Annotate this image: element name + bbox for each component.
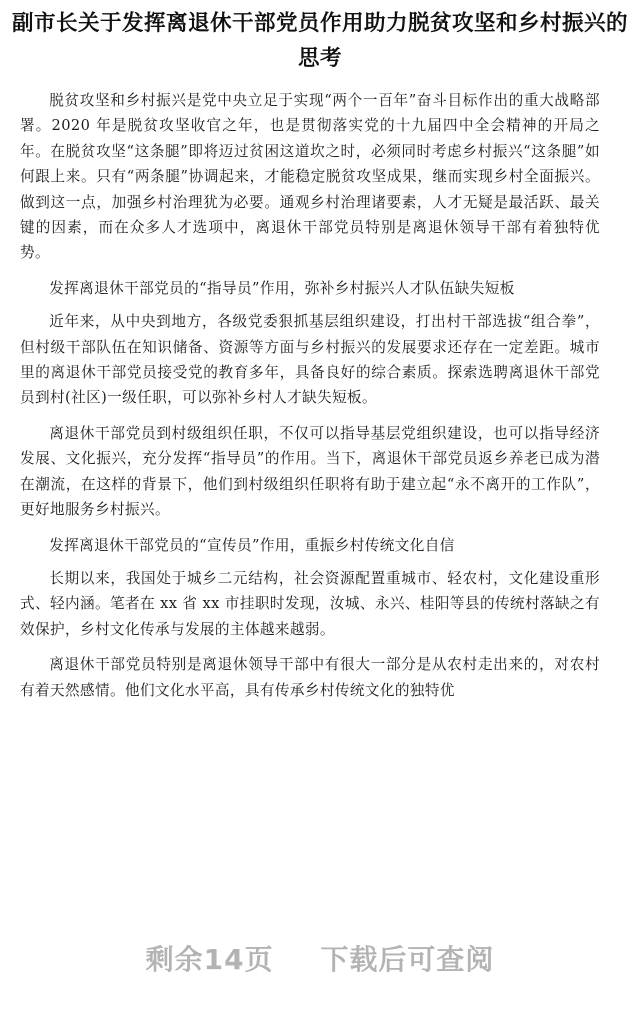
paragraph-village-office: 离退休干部党员到村级组织任职，不仅可以指导基层党组织建设，也可以指导经济发展、文化振兴，充分发挥“指导员”的作用。当下，离退休干部党员返乡养老已成为潜在潮流，在这样的背景下，他们到村级组织任职将有助于建立起“永不离开的工作队”，更好地服务乡村振兴。 (20, 424, 600, 519)
remaining-pages-banner (0, 940, 640, 980)
section-heading-instructor: 发挥离退休干部党员的“指导员”作用，弥补乡村振兴人才队伍缺失短板 (49, 279, 515, 297)
paragraph-talent-gap: 近年来，从中央到地方，各级党委狠抓基层组织建设，打出村干部选拔“组合拳”，但村级干部队伍在知识储备、资源等方面与乡村振兴的发展要求还存在一定差距。城市里的离退休干部党员接受党的教育多年，具备良好的综合素质。探索选聘离退休干部党员到村(社区)一级任职，可以弥补乡村人才缺失短板。 (20, 313, 600, 407)
document-title: 副市长关于发挥离退休干部党员作用助力脱贫攻坚和乡村振兴的思考 (11, 11, 628, 71)
remaining-pages-count: 剩余14页 (145, 943, 274, 976)
paragraph-rural-roots: 离退休干部党员特别是离退休领导干部中有很大一部分是从农村走出来的，对农村有着天然感情。他们文化水平高，具有传承乡村传统文化的独特优 (20, 656, 600, 699)
document-body (20, 88, 600, 713)
paragraph-intro: 脱贫攻坚和乡村振兴是党中央立足于实现“两个一百年”奋斗目标作出的重大战略部署。2020 年是脱贫攻坚收官之年，也是贯彻落实党的十九届四中全会精神的开局之年。在脱贫攻坚“这条腿”即将迈过贫困这道坎之时，必须同时考虑乡村振兴“这条腿”如何跟上来。只有“两条腿”协调起来，才能稳定脱贫攻坚成果，继而实现乡村全面振兴。做到这一点，加强乡村治理犹为必要。通观乡村治理诸要素，人才无疑是最活跃、最关键的因素，而在众多人才选项中，离退休干部党员特别是离退休领导干部有着独特优势。 (20, 92, 600, 262)
section-heading-propagandist: 发挥离退休干部党员的“宣传员”作用，重振乡村传统文化自信 (49, 536, 455, 554)
paragraph-urban-rural: 长期以来，我国处于城乡二元结构，社会资源配置重城市、轻农村，文化建设重形式、轻内涵。笔者在 xx 省 xx 市挂职时发现，汝城、永兴、桂阳等县的传统村落缺之有效保护，乡村文化传承与发展的主体越来越弱。 (20, 569, 600, 638)
download-hint: 下载后可查阅 (320, 943, 495, 976)
